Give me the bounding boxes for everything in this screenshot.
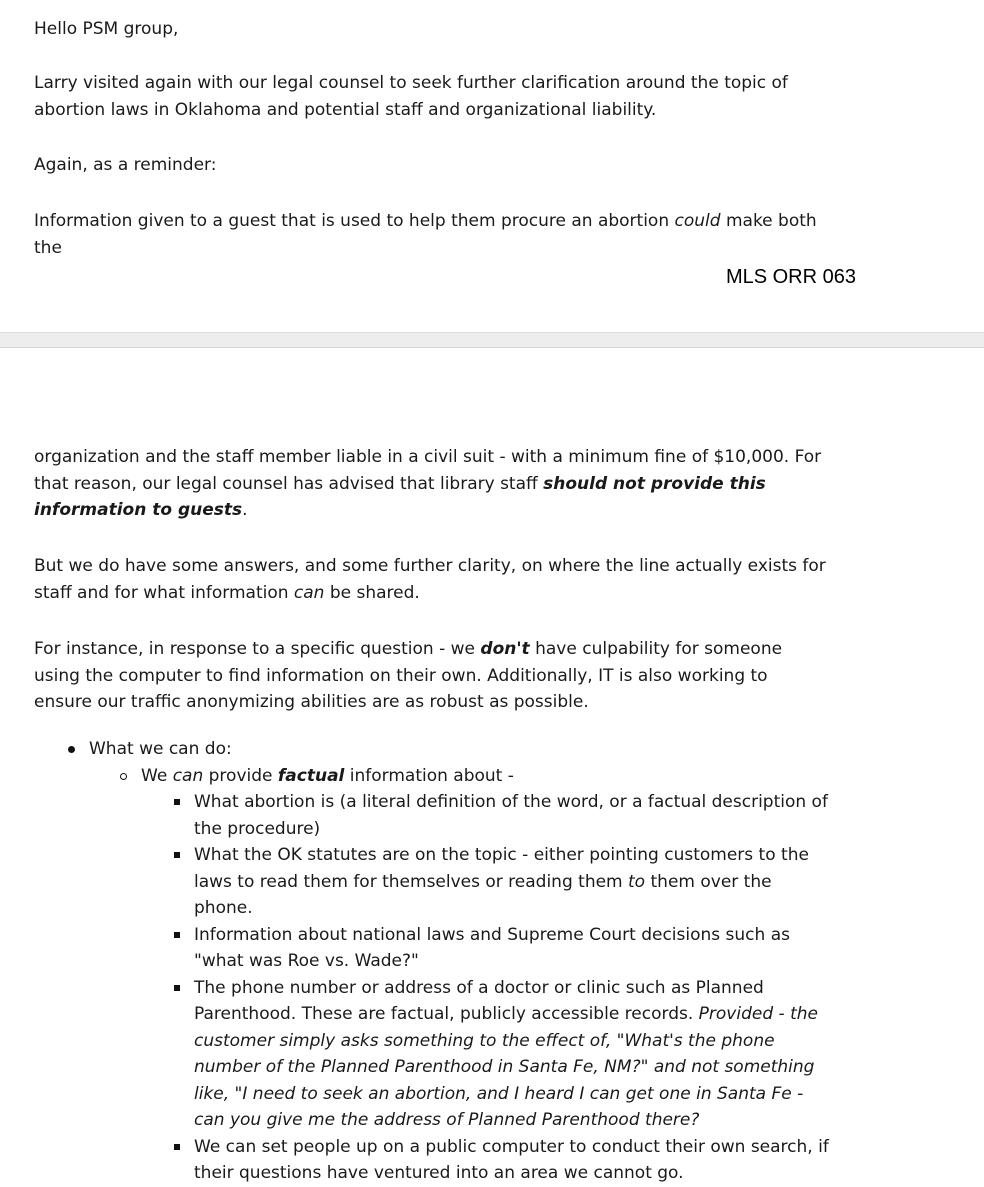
- paragraph-clarity: [34, 553, 834, 606]
- text-segment: provide: [203, 765, 278, 786]
- page-break: [0, 332, 984, 348]
- emphasis-dont: don't: [480, 639, 530, 659]
- emphasis-provided: Provided - the customer simply asks something to the effect of, "What's the phone number of the Planned Parenthood in Santa Fe, NM?" and not something like, "I need to seek an abortion, and I heard I can get one in Santa Fe - can you give me the address of Planned Parenthood there?: [194, 1004, 818, 1130]
- paragraph-culpability: [34, 636, 814, 716]
- emphasis-could: could: [674, 211, 721, 231]
- page-footer-label: MLS ORR 063: [725, 266, 856, 288]
- list-item: What abortion is (a literal definition of the word, or a factual description of the procedure): [172, 789, 832, 842]
- emphasis-can: can: [172, 765, 204, 786]
- text-segment: The phone number or address of a doctor or clinic such as Planned Parenthood. These are factual, publicly accessible records.: [194, 977, 764, 1024]
- greeting: Hello PSM group,: [34, 19, 179, 39]
- text-segment: Information given to a guest that is used to help them procure an abortion: [34, 211, 675, 231]
- list-heading: What we can do:: [89, 739, 232, 759]
- text-segment: them over the phone.: [194, 871, 772, 918]
- text-segment: have culpability for someone using the computer to find information on their own. Additionally, IT is also working to ensure our traffic anonymizing abilities are as robust as possible.: [34, 639, 783, 712]
- emphasis-can: can: [293, 582, 325, 603]
- paragraph-reminder: Again, as a reminder:: [34, 155, 217, 175]
- text-segment: be shared.: [324, 582, 420, 603]
- emphasis-factual: factual: [277, 765, 345, 786]
- page-1: [0, 0, 984, 332]
- paragraph-liability: [34, 444, 834, 524]
- text-segment: What the OK statutes are on the topic - either pointing customers to the laws to read them for themselves or reading them: [194, 845, 809, 892]
- list-item: We can set people up on a public computer to conduct their own search, if their questions have ventured into an area we cannot go.: [172, 1134, 832, 1187]
- text-segment: information about -: [344, 765, 514, 786]
- factual-info-list: [172, 789, 832, 1187]
- list-item: [172, 975, 832, 1134]
- paragraph-legal-counsel: Larry visited again with our legal counsel to seek further clarification around the topic of abortion laws in Oklahoma and potential staff and organizational liability.: [34, 73, 788, 120]
- text-segment: We: [141, 765, 173, 786]
- sub-list: [119, 763, 866, 1187]
- text-segment: organization and the staff member liable in a civil suit - with a minimum fine of $10,000. For that reason, our legal counsel has advised that library staff: [34, 447, 822, 494]
- text-segment: make both the: [34, 211, 817, 258]
- text-segment: But we do have some answers, and some further clarity, on where the line actually exists for staff and for what information: [34, 556, 826, 603]
- what-we-can-do-list: [66, 736, 866, 1187]
- paragraph-information-given: [34, 208, 834, 261]
- list-item: [66, 736, 866, 1187]
- text-segment: .: [242, 500, 248, 520]
- list-item: Information about national laws and Supreme Court decisions such as "what was Roe vs. Wade?": [172, 922, 832, 975]
- text-segment: For instance, in response to a specific question - we: [34, 639, 481, 659]
- list-item: [119, 763, 866, 1187]
- list-item: [172, 842, 832, 922]
- emphasis-should-not-provide: should not provide this information to guests: [34, 473, 766, 520]
- emphasis-to: to: [628, 871, 646, 892]
